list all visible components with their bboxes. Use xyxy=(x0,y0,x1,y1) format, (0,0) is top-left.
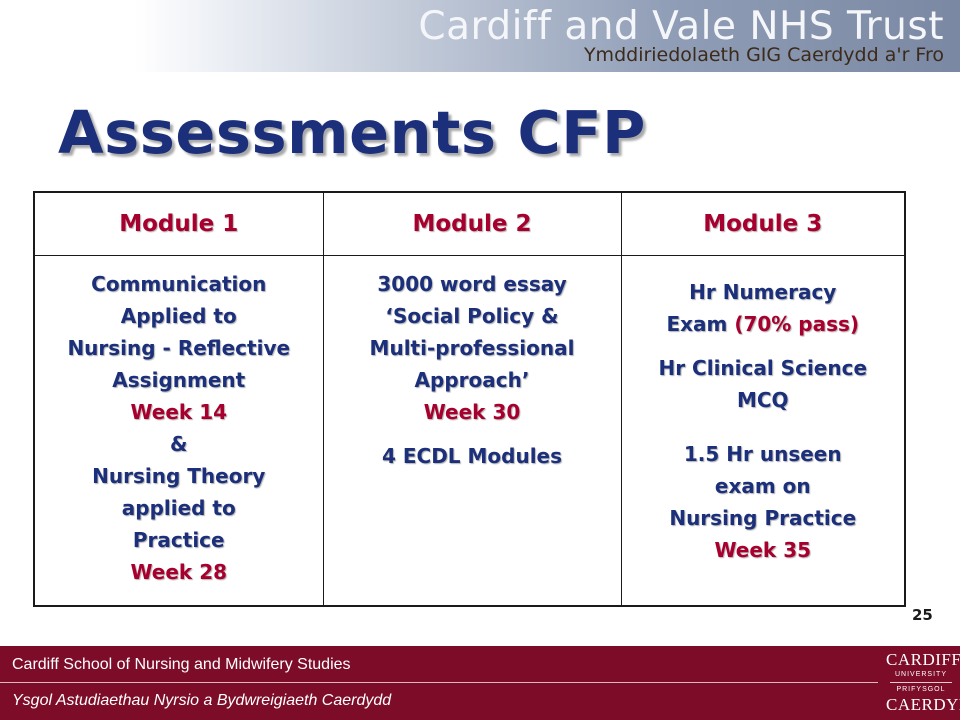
logo-top-text: CARDIFF xyxy=(886,650,962,669)
text-line: Assignment xyxy=(112,368,246,392)
week-label: Week 35 xyxy=(714,538,812,562)
table-header-row xyxy=(34,192,905,256)
page-number: 25 xyxy=(912,606,933,624)
school-name: Cardiff School of Nursing and Midwifery Studies xyxy=(12,656,351,673)
text-line xyxy=(622,308,905,340)
text-line: Nursing - Reflective xyxy=(67,336,291,360)
exam-text: Exam xyxy=(666,312,735,336)
text-line: 3000 word essay xyxy=(377,272,567,296)
module-1-cell xyxy=(34,256,323,607)
footer-divider xyxy=(0,682,878,683)
text-line: 1.5 Hr unseen xyxy=(683,442,842,466)
module-3-cell xyxy=(621,256,905,607)
text-line: & xyxy=(170,432,188,456)
header-module-2: Module 2 xyxy=(323,192,621,256)
pass-mark: (70% pass) xyxy=(734,312,860,336)
text-line: exam on xyxy=(714,474,811,498)
org-name-welsh: Ymddiriedolaeth GIG Caerdydd a'r Fro xyxy=(583,44,944,66)
text-line: ‘Social Policy & xyxy=(385,304,559,328)
text-line: Communication xyxy=(91,272,267,296)
text-line: Approach’ xyxy=(414,368,530,392)
header-module-3: Module 3 xyxy=(621,192,905,256)
logo-sub-bottom: PRIFYSGOL xyxy=(896,686,946,693)
text-line: Multi-professional xyxy=(369,336,575,360)
logo-sub-top: UNIVERSITY xyxy=(894,671,947,678)
week-label: Week 28 xyxy=(130,560,228,584)
slide-title: Assessments CFP xyxy=(58,98,646,167)
header-banner xyxy=(0,0,960,72)
header-module-1: Module 1 xyxy=(34,192,323,256)
text-line: Hr Numeracy xyxy=(689,280,837,304)
university-logo xyxy=(886,650,972,716)
school-name-welsh: Ysgol Astudiaethau Nyrsio a Bydwreigiaeth Caerdydd xyxy=(12,692,392,709)
assessments-table xyxy=(33,191,906,607)
org-name: Cardiff and Vale NHS Trust xyxy=(418,4,944,49)
week-label: Week 14 xyxy=(130,400,228,424)
module-2-cell xyxy=(323,256,621,607)
text-line: Practice xyxy=(132,528,225,552)
text-line: applied to xyxy=(121,496,236,520)
text-line: Hr Clinical Science xyxy=(658,356,868,380)
table-row xyxy=(34,256,905,607)
text-line: Applied to xyxy=(120,304,237,328)
logo-bottom-text: CAERDYD xyxy=(886,695,972,714)
logo-divider xyxy=(890,682,952,683)
text-line: MCQ xyxy=(736,388,789,412)
text-line: Nursing Theory xyxy=(92,464,266,488)
week-label: Week 30 xyxy=(423,400,521,424)
text-line: Nursing Practice xyxy=(669,506,857,530)
footer-bar xyxy=(0,646,972,720)
text-line: 4 ECDL Modules xyxy=(381,444,563,468)
